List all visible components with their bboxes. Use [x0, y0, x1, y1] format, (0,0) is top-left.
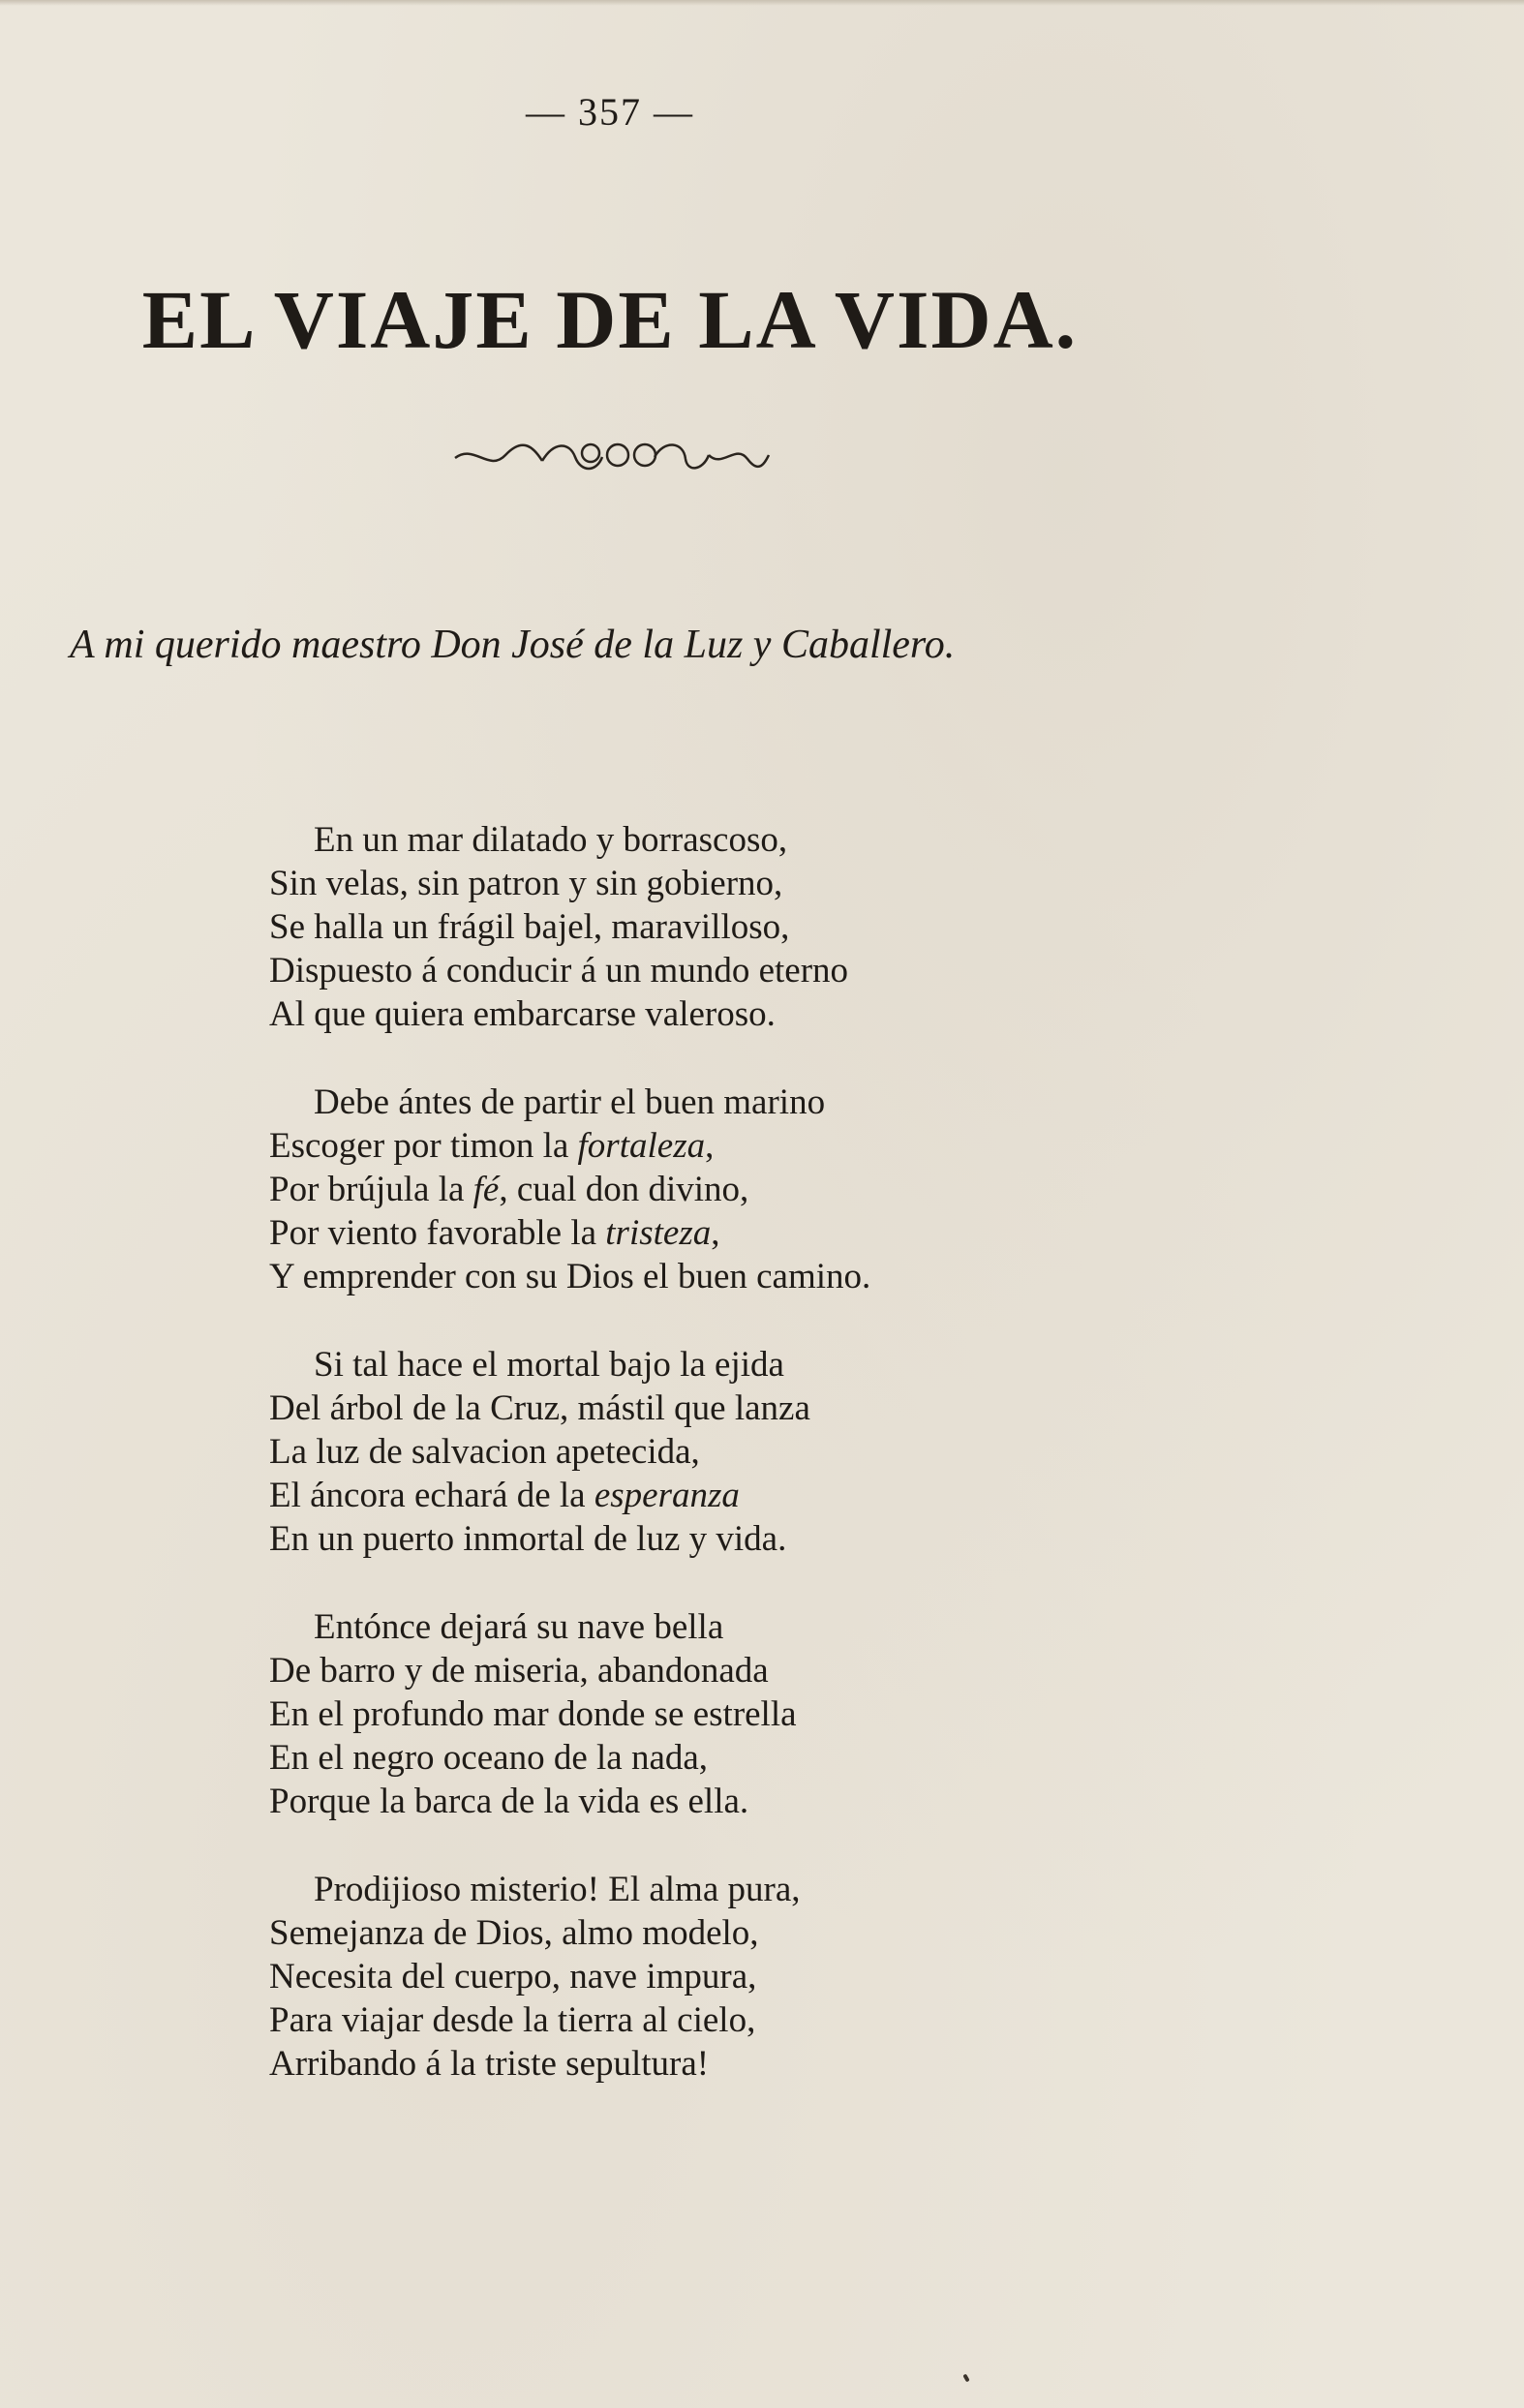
- verse-line: Debe ántes de partir el buen marino: [314, 1082, 826, 1122]
- verse-line: Para viajar desde la tierra al cielo,: [269, 2000, 756, 2040]
- emphasis: fé: [472, 1170, 500, 1209]
- verse-line: Del árbol de la Cruz, mástil que lanza: [269, 1388, 810, 1428]
- verse-line: Semejanza de Dios, almo modelo,: [269, 1913, 759, 1953]
- emphasis: tristeza: [605, 1213, 712, 1253]
- verse-line: En un puerto inmortal de luz y vida.: [269, 1519, 787, 1559]
- verse-line: El áncora echará de la esperanza: [269, 1476, 740, 1515]
- verse-line: Se halla un frágil bajel, maravilloso,: [269, 907, 790, 947]
- verse-line: La luz de salvacion apetecida,: [269, 1432, 700, 1472]
- stanza-4: [269, 1605, 1141, 1823]
- verse-line: Al que quiera embarcarse valeroso.: [269, 994, 776, 1034]
- emphasis: fortaleza: [577, 1126, 706, 1166]
- verse-line: Por brújula la fé, cual don divino,: [269, 1170, 749, 1209]
- emphasis: esperanza: [594, 1476, 740, 1515]
- ink-speck: [962, 2374, 969, 2383]
- verse-line: En el negro oceano de la nada,: [269, 1738, 709, 1778]
- verse-line: Por viento favorable la tristeza,: [269, 1213, 720, 1253]
- verse-line: Arribando á la triste sepultura!: [269, 2044, 710, 2084]
- page-edge: [0, 0, 1524, 6]
- verse-line: Entónce dejará su nave bella: [314, 1607, 724, 1647]
- verse-line: En un mar dilatado y borrascoso,: [314, 820, 788, 860]
- page-number: — 357 —: [526, 90, 694, 134]
- verse-line: Y emprender con su Dios el buen camino.: [269, 1257, 871, 1296]
- verse-line: Porque la barca de la vida es ella.: [269, 1782, 749, 1821]
- verse-line: En el profundo mar donde se estrella: [269, 1694, 797, 1734]
- decorative-flourish-icon: [445, 434, 775, 482]
- verse-line: Si tal hace el mortal bajo la ejida: [314, 1345, 784, 1385]
- stanza-2: [269, 1081, 1141, 1298]
- dedication: A mi querido maestro Don José de la Luz y Caballero.: [70, 623, 956, 667]
- poem-title: EL VIAJE DE LA VIDA.: [141, 273, 1079, 366]
- stanza-1: [269, 818, 1141, 1036]
- verse-line: Dispuesto á conducir á un mundo eterno: [269, 951, 849, 991]
- stanza-5: [269, 1868, 1141, 2086]
- verse-line: Prodijioso misterio! El alma pura,: [314, 1870, 801, 1909]
- verse-line: Sin velas, sin patron y sin gobierno,: [269, 864, 783, 903]
- verse-line: De barro y de miseria, abandonada: [269, 1651, 769, 1691]
- stanza-3: [269, 1343, 1141, 1561]
- verse-line: Necesita del cuerpo, nave impura,: [269, 1957, 757, 1997]
- verse-line: Escoger por timon la fortaleza,: [269, 1126, 715, 1166]
- poem-body: [269, 818, 1141, 2130]
